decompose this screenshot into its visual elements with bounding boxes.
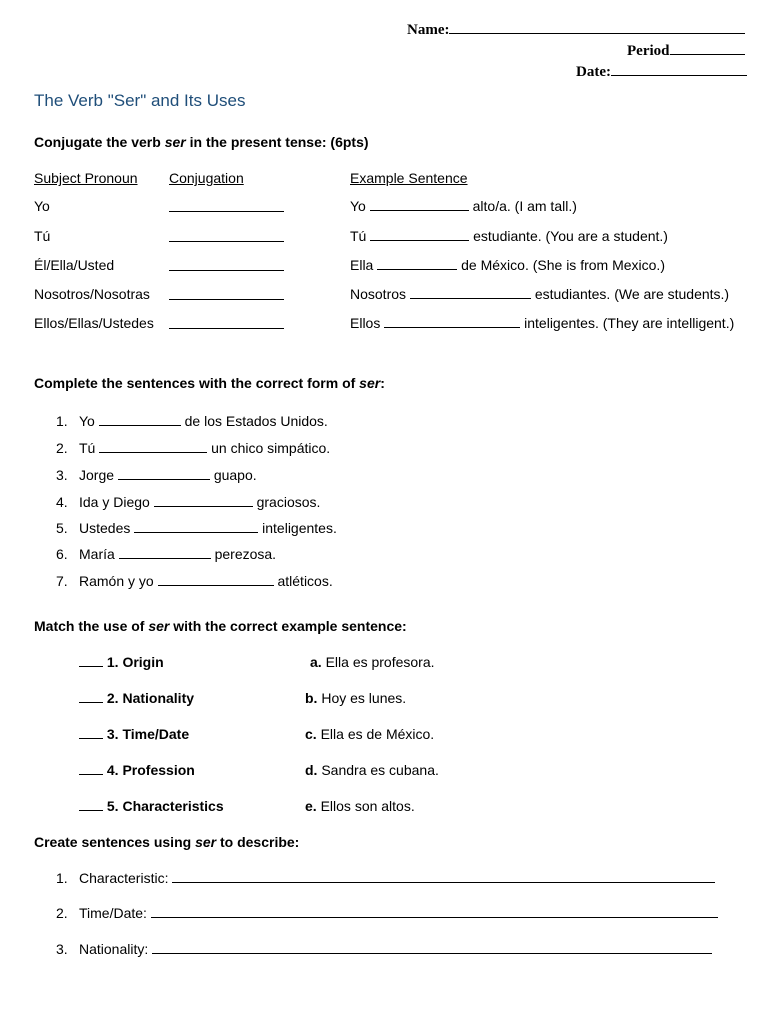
pronoun-cell: Nosotros/Nosotras (34, 286, 150, 302)
example-letter: e. (305, 798, 317, 814)
create-item (56, 905, 68, 921)
item-number: 2. (56, 905, 68, 921)
instruction-verb: ser (359, 375, 381, 391)
pronoun-cell: Él/Ella/Usted (34, 257, 115, 273)
use-label: 3. Time/Date (106, 726, 190, 742)
example-blank[interactable] (370, 198, 469, 211)
date-label: Date: (576, 64, 611, 80)
create-label: Nationality: (79, 941, 149, 957)
create-answer-line[interactable] (152, 941, 712, 954)
date-field (576, 61, 747, 81)
match-example-item (305, 690, 406, 706)
match-instruction (34, 618, 407, 634)
example-subject: Tú (350, 228, 367, 244)
example-rest: de México. (She is from Mexico.) (461, 257, 665, 273)
example-rest: estudiantes. (We are students.) (534, 286, 730, 302)
create-item (56, 870, 68, 886)
sentence-subject: Ramón y yo (79, 573, 154, 589)
sentence-text (79, 520, 337, 536)
conjugation-blank[interactable] (169, 229, 284, 242)
match-answer-blank[interactable] (79, 654, 103, 667)
match-use-item (79, 690, 194, 706)
item-number: 5. (56, 520, 68, 536)
conjugation-blank[interactable] (169, 199, 284, 212)
sentence-subject: Ustedes (79, 520, 131, 536)
example-sentence (350, 228, 668, 244)
create-line (79, 905, 718, 921)
conjugation-blank[interactable] (169, 258, 284, 271)
example-rest: estudiante. (You are a student.) (473, 228, 668, 244)
item-number: 2. (56, 440, 68, 456)
instruction-text: Create sentences using (34, 834, 196, 850)
sentence-blank[interactable] (118, 467, 210, 480)
item-number: 6. (56, 546, 68, 562)
match-answer-blank[interactable] (79, 798, 103, 811)
example-rest: alto/a. (I am tall.) (472, 198, 577, 214)
period-label: Period (627, 43, 670, 59)
sentence-item (56, 413, 68, 429)
complete-instruction (34, 375, 385, 391)
instruction-text: : (380, 375, 385, 391)
name-field (407, 19, 745, 39)
item-number: 4. (56, 494, 68, 510)
example-sentence (350, 286, 729, 302)
use-label: 5. Characteristics (106, 798, 224, 814)
create-item (56, 941, 68, 957)
use-label: 1. Origin (106, 654, 164, 670)
item-number: 1. (56, 870, 68, 886)
example-blank[interactable] (377, 257, 457, 270)
example-subject: Ella (350, 257, 374, 273)
example-letter: d. (305, 762, 318, 778)
instruction-text: Conjugate the verb (34, 134, 165, 150)
example-subject: Ellos (350, 315, 381, 331)
sentence-blank[interactable] (134, 520, 258, 533)
item-number: 1. (56, 413, 68, 429)
example-blank[interactable] (384, 315, 520, 328)
sentence-blank[interactable] (99, 413, 181, 426)
period-field (627, 40, 745, 60)
sentence-rest: de los Estados Unidos. (184, 413, 328, 429)
example-text: Sandra es cubana. (321, 762, 439, 778)
example-sentence (350, 315, 734, 331)
match-use-item (79, 726, 189, 742)
sentence-blank[interactable] (158, 573, 274, 586)
page-title: The Verb "Ser" and Its Uses (34, 91, 246, 110)
match-answer-blank[interactable] (79, 726, 103, 739)
match-answer-blank[interactable] (79, 690, 103, 703)
col-header-example: Example Sentence (350, 170, 468, 186)
sentence-text (79, 413, 328, 429)
sentence-subject: Jorge (79, 467, 115, 483)
match-use-item (79, 762, 195, 778)
item-number: 3. (56, 467, 68, 483)
match-example-item (305, 762, 439, 778)
match-example-item (305, 726, 434, 742)
conjugation-blank[interactable] (169, 316, 284, 329)
sentence-item (56, 494, 68, 510)
sentence-rest: perezosa. (214, 546, 277, 562)
instruction-text: to describe: (216, 834, 300, 850)
create-label: Time/Date: (79, 905, 147, 921)
example-blank[interactable] (370, 228, 469, 241)
create-line (79, 870, 715, 886)
name-label: Name: (407, 22, 450, 38)
item-number: 7. (56, 573, 68, 589)
instruction-verb: ser (195, 834, 217, 850)
match-use-item (79, 654, 164, 670)
sentence-text (79, 494, 320, 510)
conjugate-instruction (34, 134, 369, 150)
example-letter: a. (310, 654, 322, 670)
sentence-blank[interactable] (99, 440, 207, 453)
create-instruction (34, 834, 299, 850)
sentence-subject: María (79, 546, 115, 562)
match-answer-blank[interactable] (79, 762, 103, 775)
example-subject: Nosotros (350, 286, 407, 302)
conjugation-blank[interactable] (169, 287, 284, 300)
period-input-line[interactable] (670, 40, 745, 55)
instruction-verb: ser (164, 134, 186, 150)
use-label: 4. Profession (106, 762, 195, 778)
match-example-item (310, 654, 435, 670)
sentence-item (56, 546, 68, 562)
match-use-item (79, 798, 224, 814)
date-input-line[interactable] (611, 61, 747, 76)
sentence-text (79, 467, 257, 483)
sentence-rest: guapo. (213, 467, 257, 483)
create-label: Characteristic: (79, 870, 169, 886)
example-text: Hoy es lunes. (321, 690, 407, 706)
example-blank[interactable] (410, 286, 531, 299)
pronoun-cell: Yo (34, 198, 50, 214)
pronoun-cell: Ellos/Ellas/Ustedes (34, 315, 154, 331)
create-answer-line[interactable] (151, 905, 718, 918)
match-example-item (305, 798, 415, 814)
instruction-verb: ser (148, 618, 170, 634)
example-rest: inteligentes. (They are intelligent.) (524, 315, 735, 331)
example-text: Ella es de México. (320, 726, 435, 742)
instruction-text: in the present tense: (6pts) (185, 134, 369, 150)
sentence-subject: Yo (79, 413, 95, 429)
item-number: 3. (56, 941, 68, 957)
sentence-item (56, 440, 68, 456)
sentence-item (56, 520, 68, 536)
sentence-text (79, 546, 276, 562)
sentence-subject: Ida y Diego (79, 494, 150, 510)
example-text: Ella es profesora. (325, 654, 435, 670)
instruction-text: Complete the sentences with the correct form of (34, 375, 360, 391)
example-letter: b. (305, 690, 318, 706)
sentence-rest: graciosos. (256, 494, 321, 510)
example-letter: c. (305, 726, 317, 742)
sentence-blank[interactable] (154, 494, 253, 507)
example-sentence (350, 198, 577, 214)
col-header-pronoun: Subject Pronoun (34, 170, 138, 186)
instruction-text: with the correct example sentence: (169, 618, 407, 634)
pronoun-cell: Tú (34, 228, 51, 244)
sentence-text (79, 440, 330, 456)
create-answer-line[interactable] (172, 870, 715, 883)
col-header-conjugation: Conjugation (169, 170, 244, 186)
create-line (79, 941, 712, 957)
name-input-line[interactable] (449, 19, 745, 34)
sentence-subject: Tú (79, 440, 96, 456)
sentence-text (79, 573, 333, 589)
example-sentence (350, 257, 665, 273)
example-subject: Yo (350, 198, 366, 214)
sentence-blank[interactable] (119, 546, 211, 559)
example-text: Ellos son altos. (320, 798, 415, 814)
sentence-item (56, 467, 68, 483)
sentence-item (56, 573, 68, 589)
use-label: 2. Nationality (106, 690, 195, 706)
instruction-text: Match the use of (34, 618, 149, 634)
sentence-rest: atléticos. (277, 573, 333, 589)
sentence-rest: un chico simpático. (211, 440, 331, 456)
sentence-rest: inteligentes. (262, 520, 337, 536)
